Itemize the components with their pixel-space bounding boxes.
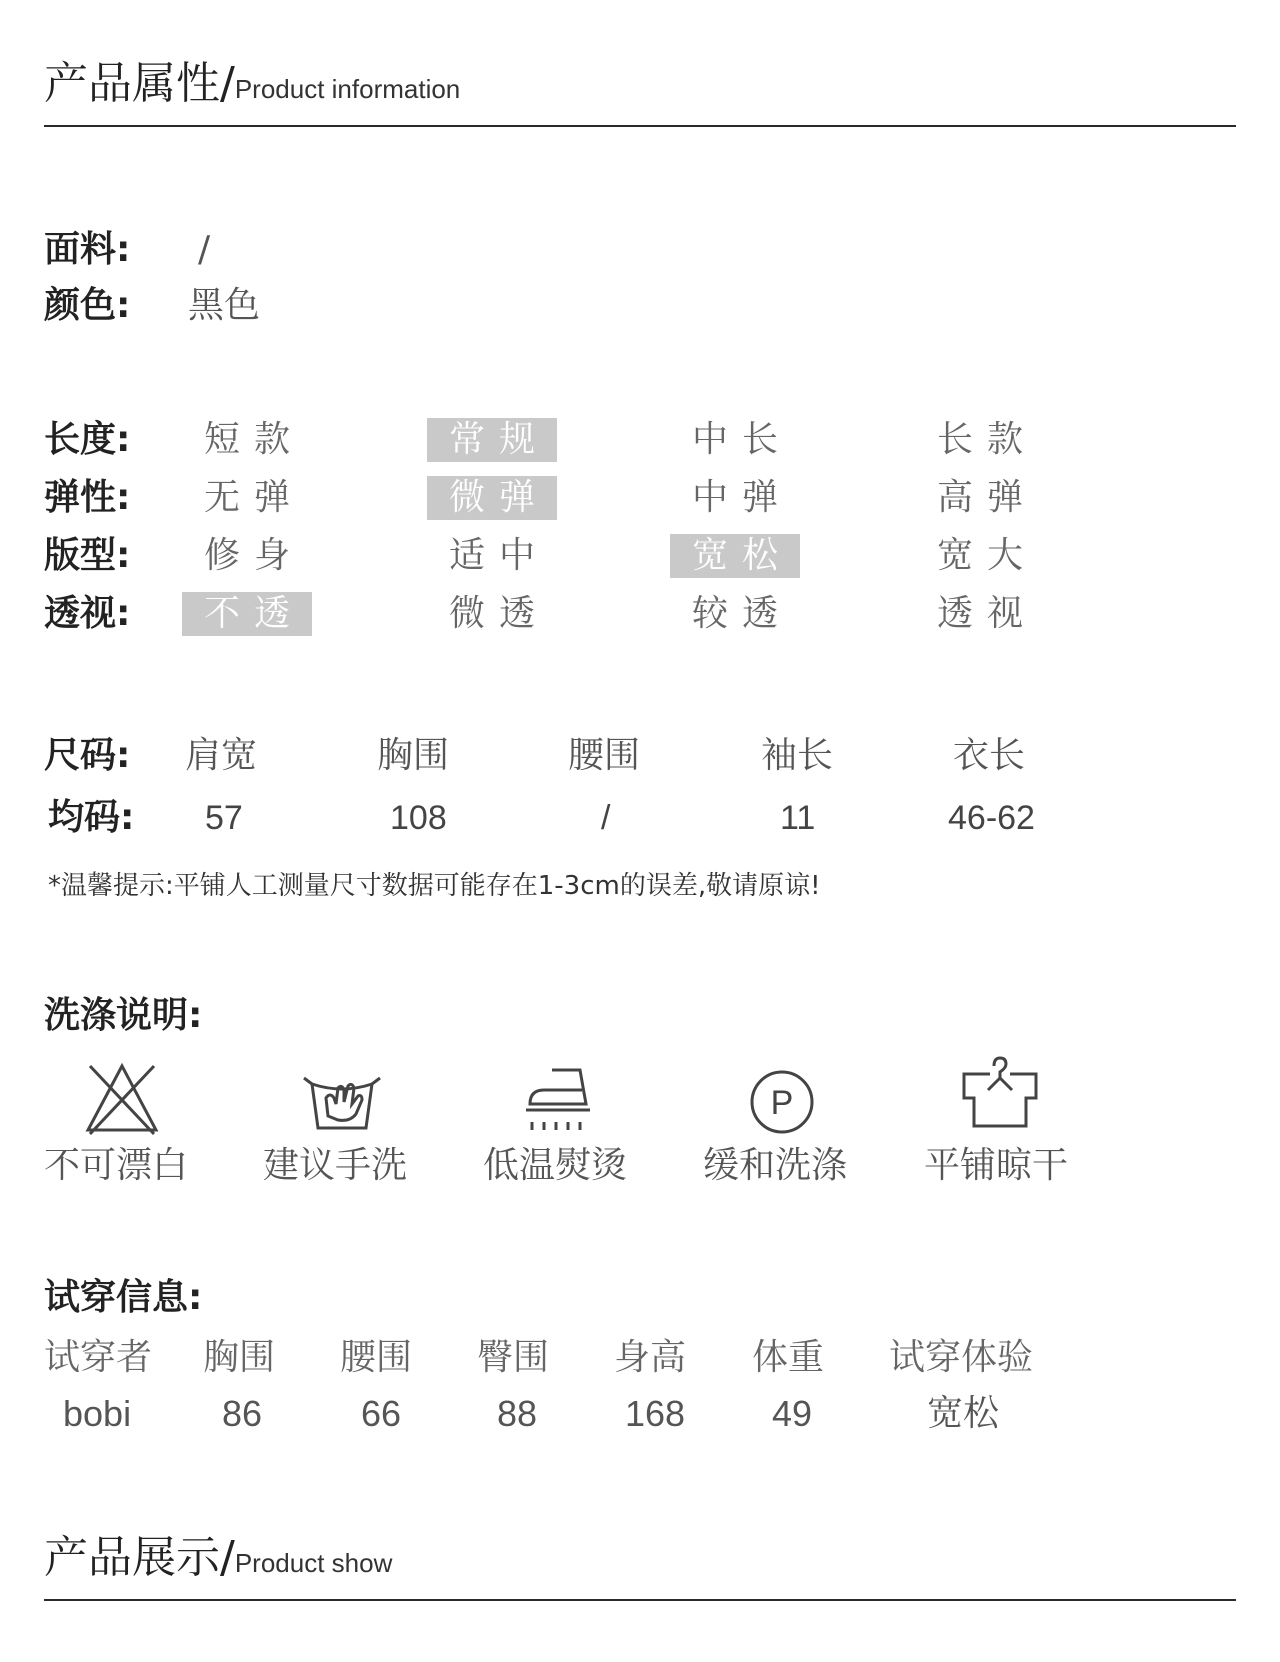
try-header-waist: 腰围 xyxy=(340,1337,413,1378)
fabric-value: / xyxy=(198,229,211,270)
attribute-option: 高弹 xyxy=(936,477,1037,518)
attribute-option-selected: 不透 xyxy=(182,592,312,636)
product-show-slash: / xyxy=(220,1532,235,1583)
attribute-option: 长款 xyxy=(936,419,1037,460)
size-header-chest: 胸围 xyxy=(377,735,450,776)
try-value-hip: 88 xyxy=(497,1393,538,1434)
attribute-option: 宽大 xyxy=(936,535,1037,576)
try-value-waist: 66 xyxy=(361,1393,402,1434)
attribute-option: 透视 xyxy=(936,593,1037,634)
attribute-option: 中弹 xyxy=(691,477,792,518)
measurement-note: *温馨提示:平铺人工测量尺寸数据可能存在1-3cm的误差,敬请原谅! xyxy=(48,871,821,901)
try-value-weight: 49 xyxy=(772,1393,813,1434)
attribute-option: 微透 xyxy=(448,593,549,634)
product-info-title-cn: 产品属性 xyxy=(44,58,220,109)
size-value-length: 46-62 xyxy=(948,799,1035,837)
try-header-chest: 胸围 xyxy=(203,1337,276,1378)
flat-dry-icon xyxy=(958,1052,1038,1132)
wash-label-low-iron: 低温熨烫 xyxy=(483,1145,628,1186)
attribute-option-selected: 常规 xyxy=(427,418,557,462)
try-header-hip: 臀围 xyxy=(477,1337,550,1378)
attribute-option: 短款 xyxy=(203,419,304,460)
low-iron-icon xyxy=(522,1064,602,1144)
size-label: 尺码: xyxy=(44,735,131,776)
hand-wash-icon xyxy=(302,1064,382,1144)
size-value-waist: / xyxy=(601,799,611,837)
size-value-shoulder: 57 xyxy=(205,799,243,837)
size-header-length: 衣长 xyxy=(953,735,1026,776)
try-header-weight: 体重 xyxy=(752,1337,825,1378)
size-value-sleeve: 11 xyxy=(780,799,816,837)
product-show-divider xyxy=(44,1599,1236,1601)
size-header-sleeve: 袖长 xyxy=(761,735,834,776)
attribute-option: 较透 xyxy=(691,593,792,634)
try-header-fit: 试穿体验 xyxy=(889,1337,1034,1378)
try-value-fit: 宽松 xyxy=(927,1393,1000,1434)
no-bleach-icon xyxy=(82,1060,162,1140)
attribute-label: 弹性: xyxy=(44,477,131,518)
color-value: 黑色 xyxy=(188,285,261,326)
size-header-shoulder: 肩宽 xyxy=(185,735,258,776)
try-header-height: 身高 xyxy=(614,1337,687,1378)
wash-label-flat-dry: 平铺晾干 xyxy=(924,1145,1069,1186)
try-on-title: 试穿信息: xyxy=(44,1277,203,1318)
product-info-slash: / xyxy=(220,58,235,109)
product-info-title-en: Product information xyxy=(234,74,461,104)
attribute-option-selected: 微弹 xyxy=(427,476,557,520)
try-value-height: 168 xyxy=(625,1393,686,1434)
product-info-title xyxy=(44,56,460,117)
product-info-divider xyxy=(44,125,1236,127)
size-row-label: 均码: xyxy=(48,797,135,838)
color-label: 颜色: xyxy=(44,285,131,326)
size-header-waist: 腰围 xyxy=(568,735,641,776)
attribute-label: 版型: xyxy=(44,535,131,576)
size-value-chest: 108 xyxy=(390,799,447,837)
attribute-option: 无弹 xyxy=(203,477,304,518)
product-show-title-en: Product show xyxy=(234,1548,393,1578)
gentle-wash-icon xyxy=(742,1064,822,1144)
attribute-option-selected: 宽松 xyxy=(670,534,800,578)
attribute-option: 修身 xyxy=(203,535,304,576)
try-value-tester: bobi xyxy=(63,1393,132,1434)
gentle-wash-letter: P xyxy=(770,1084,794,1122)
attribute-label: 透视: xyxy=(44,593,131,634)
wash-label-hand-wash: 建议手洗 xyxy=(263,1145,408,1186)
product-show-title xyxy=(44,1530,392,1591)
wash-label-no-bleach: 不可漂白 xyxy=(44,1145,189,1186)
try-value-chest: 86 xyxy=(222,1393,263,1434)
product-show-title-cn: 产品展示 xyxy=(44,1532,220,1583)
washing-title: 洗涤说明: xyxy=(44,995,203,1036)
attribute-label: 长度: xyxy=(44,419,131,460)
fabric-label: 面料: xyxy=(44,229,131,270)
attribute-option: 中长 xyxy=(691,419,792,460)
try-header-tester: 试穿者 xyxy=(44,1337,153,1378)
wash-label-gentle-wash: 缓和洗涤 xyxy=(703,1145,848,1186)
attribute-option: 适中 xyxy=(448,535,549,576)
